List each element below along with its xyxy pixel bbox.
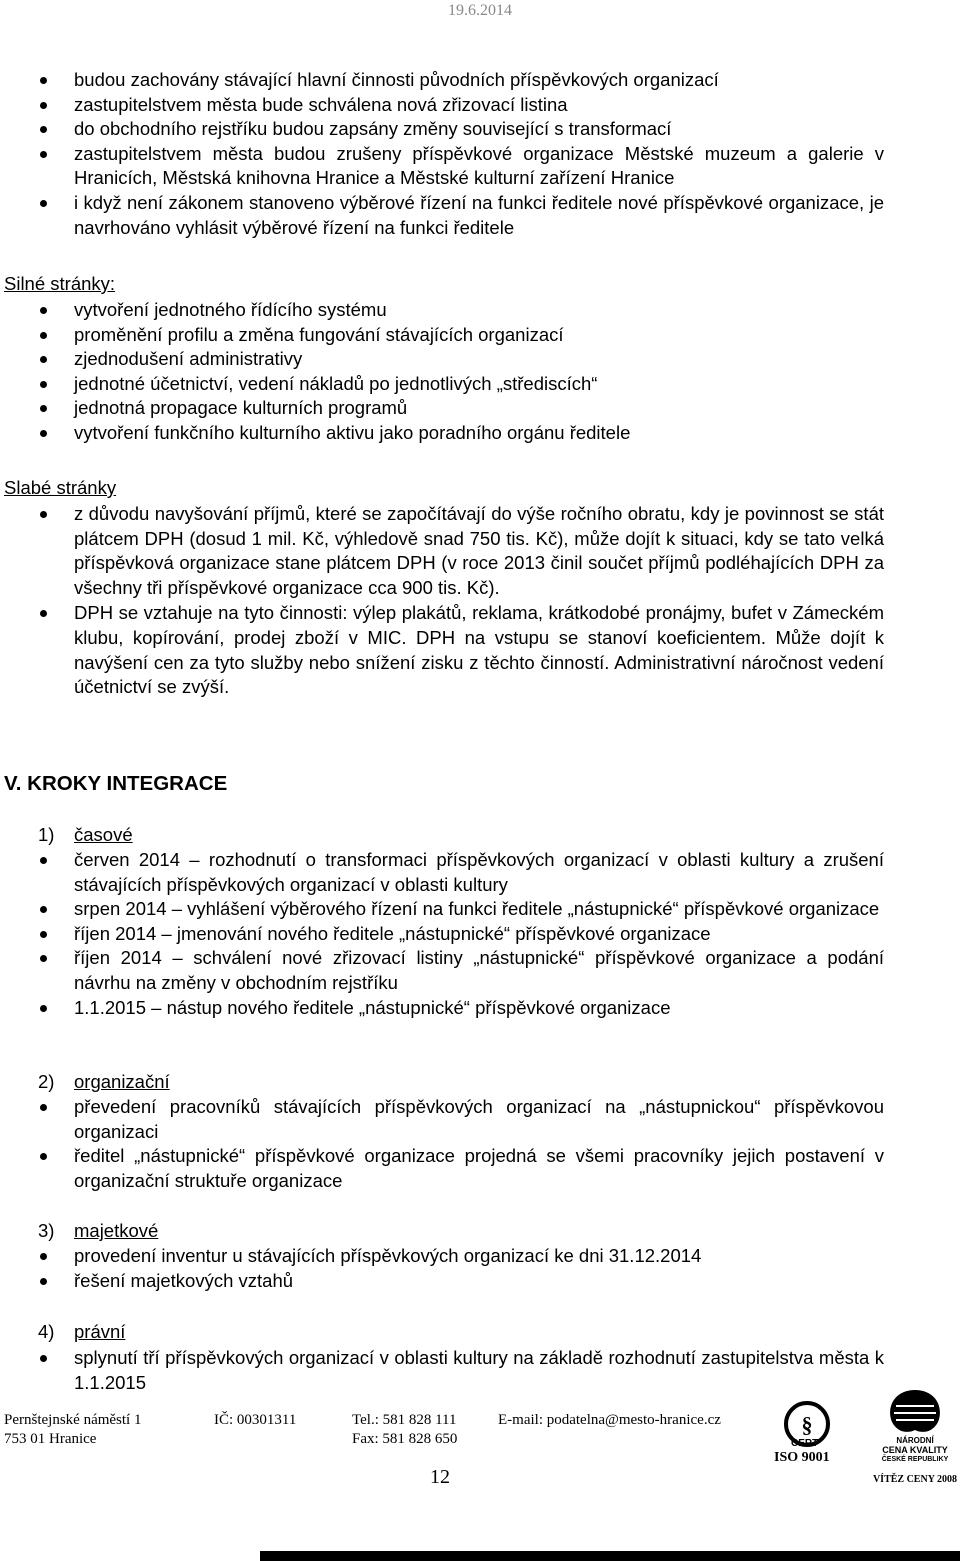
list-item: z důvodu navyšování příjmů, které se započítávají do výše ročního obratu, kdy je povinnost se stát plátcem DPH (dosud 1 mil. Kč, výhledově snad 750 tis. Kč), může dojít k situaci, kdy se tato velká příspěvková organizace stane plátcem DPH (v roce 2013 činil součet příjmů podléhajících DPH za všechny tři příspěvkové organizace cca 900 tis. Kč).	[4, 502, 884, 600]
cert-logo	[770, 1396, 844, 1466]
list-item: řešení majetkových vztahů	[4, 1269, 884, 1294]
group-title: majetkové	[74, 1220, 159, 1241]
list-item: srpen 2014 – vyhlášení výběrového řízení na funkci ředitele „nástupnické“ příspěvkové organizace	[4, 897, 884, 922]
list-item: zastupitelstvem města bude schválena nová zřizovací listina	[4, 93, 884, 118]
list-item: splynutí tří příspěvkových organizací v oblasti kultury na základě rozhodnutí zastupitelstva města k 1.1.2015	[4, 1346, 884, 1395]
footer-ico: IČ: 00301311	[214, 1412, 297, 1428]
list-item: i když není zákonem stanoveno výběrové řízení na funkci ředitele nové příspěvkové organizace, je navrhováno vyhlásit výběrové řízení na funkci ředitele	[4, 191, 884, 240]
award-line-1: NÁRODNÍ	[896, 1436, 934, 1445]
footer-fax: Fax: 581 828 650	[352, 1431, 458, 1447]
list-item: vytvoření jednotného řídícího systému	[4, 298, 884, 323]
group-title: organizační	[74, 1071, 170, 1092]
list-item: převedení pracovníků stávajících příspěvkových organizací na „nástupnickou“ příspěvkovou organizaci	[4, 1095, 884, 1144]
list-item: červen 2014 – rozhodnutí o transformaci příspěvkových organizací v oblasti kultury a zrušení stávajících příspěvkových organizací v oblasti kultury	[4, 848, 884, 897]
group-list	[4, 1095, 884, 1193]
list-item: 1.1.2015 – nástup nového ředitele „nástupnické“ příspěvkové organizace	[4, 996, 884, 1021]
footer-email: E-mail: podatelna@mesto-hranice.cz	[498, 1412, 721, 1428]
list-item: proměnění profilu a změna fungování stávajících organizací	[4, 323, 884, 348]
list-item: do obchodního rejstříku budou zapsány změny související s transformací	[4, 117, 884, 142]
cert-label: CERT	[791, 1438, 819, 1449]
award-line-2: CENA KVALITY	[882, 1445, 948, 1455]
strengths-list	[4, 298, 884, 446]
footer-address-2: 753 01 Hranice	[4, 1431, 97, 1447]
section-title: V. KROKY INTEGRACE	[4, 772, 228, 795]
list-item: říjen 2014 – schválení nové zřizovací listiny „nástupnické“ příspěvkové organizace a podání návrhu na změny v obchodním rejstříku	[4, 946, 884, 995]
quality-award-logo	[872, 1386, 958, 1490]
iso-label: ISO 9001	[774, 1450, 830, 1465]
list-item: jednotná propagace kulturních programů	[4, 396, 884, 421]
list-item: provedení inventur u stávajících příspěvkových organizací ke dni 31.12.2014	[4, 1244, 884, 1269]
list-item: zastupitelstvem města budou zrušeny příspěvkové organizace Městské muzeum a galerie v Hranicích, Městská knihovna Hranice a Městské kulturní zařízení Hranice	[4, 142, 884, 191]
award-line-3: ČESKÉ REPUBLIKY	[881, 1456, 949, 1463]
list-item: jednotné účetnictví, vedení nákladů po jednotlivých „střediscích“	[4, 372, 884, 397]
group-title: právní	[74, 1321, 126, 1342]
award-apple-icon	[872, 1386, 958, 1436]
svg-text:§: §	[801, 1412, 813, 1437]
strengths-heading: Silné stránky:	[4, 273, 116, 294]
weaknesses-heading: Slabé stránky	[4, 477, 117, 498]
page-number: 12	[430, 1466, 450, 1488]
group-number: 4)	[38, 1321, 55, 1342]
list-item: budou zachovány stávající hlavní činnosti původních příspěvkových organizací	[4, 68, 884, 93]
group-list	[4, 1346, 884, 1395]
list-item: DPH se vztahuje na tyto činnosti: výlep plakátů, reklama, krátkodobé pronájmy, bufet v Zámeckém klubu, kopírování, prodej zboží v MIC. DPH na vstupu se stanoví koeficientem. Může dojít k navýšení cen za tyto služby nebo snížení zisku z těchto činností. Administrativní náročnost vedení účetnictví se zvýší.	[4, 601, 884, 699]
group-number: 1)	[38, 824, 55, 845]
list-item: říjen 2014 – jmenování nového ředitele „nástupnické“ příspěvkové organizace	[4, 922, 884, 947]
group-heading	[38, 1219, 158, 1243]
group-list	[4, 1244, 884, 1293]
header-date: 19.6.2014	[448, 2, 512, 19]
weaknesses-list	[4, 502, 884, 700]
footer-tel: Tel.: 581 828 111	[352, 1412, 457, 1428]
award-winner: VÍTĚZ CENY 2008	[872, 1474, 958, 1485]
list-item: zjednodušení administrativy	[4, 347, 884, 372]
group-list	[4, 848, 884, 1020]
list-item: ředitel „nástupnické“ příspěvkové organizace projedná se všemi pracovníky jejich postavení v organizační struktuře organizace	[4, 1144, 884, 1193]
group-number: 2)	[38, 1071, 55, 1092]
intro-list	[4, 68, 884, 240]
group-heading	[38, 1320, 125, 1344]
bottom-bar	[260, 1551, 960, 1561]
footer-address-1: Pernštejnské náměstí 1	[4, 1412, 142, 1428]
group-number: 3)	[38, 1220, 55, 1241]
group-title: časové	[74, 824, 133, 845]
group-heading	[38, 1070, 170, 1094]
group-heading	[38, 823, 133, 847]
list-item: vytvoření funkčního kulturního aktivu jako poradního orgánu ředitele	[4, 421, 884, 446]
